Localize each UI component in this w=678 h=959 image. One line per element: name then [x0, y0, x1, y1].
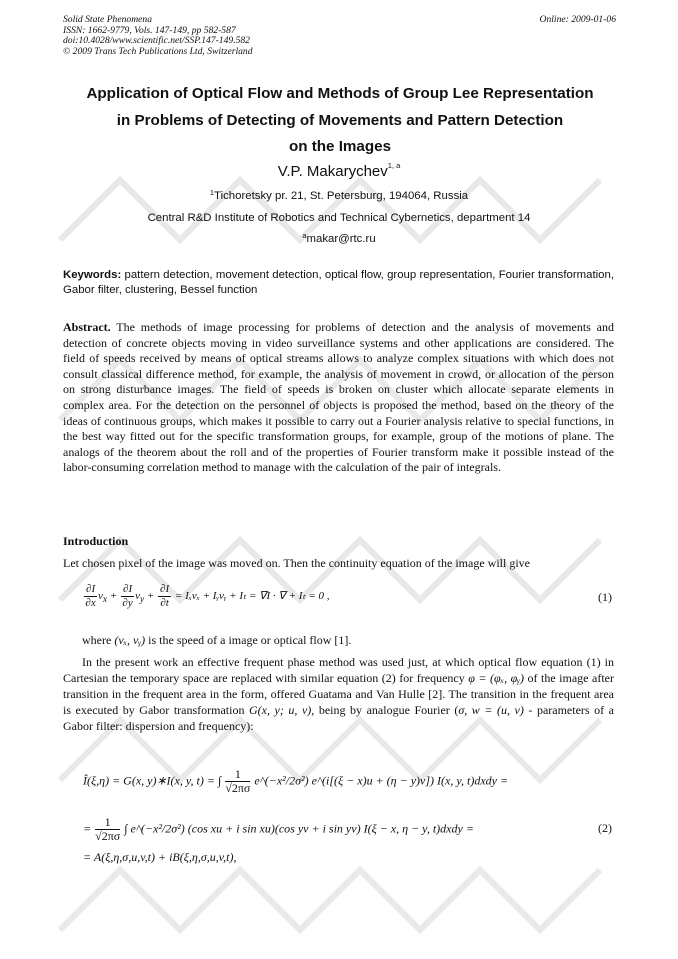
email-link[interactable]: makar@rtc.ru — [306, 233, 376, 245]
section-heading-introduction: Introduction — [63, 534, 129, 548]
title-line-3: on the Images — [288, 138, 392, 155]
p3-text-a: In the present work an effective frequent phase method was used just, at which optical flow equation (1) in Cartesian the temporary space are replaced with similar equation (2) for frequency — [63, 655, 614, 685]
issn-line: ISSN: 1662-9779, Vols. 147-149, pp 582-587 — [63, 24, 236, 36]
keywords — [63, 268, 614, 297]
equation-2-number: (2) — [598, 821, 612, 835]
equation-1: $\frac{\partial I}{\partial x}$ $v_x$ + $\frac{\partial I}{\partial y}$ $v_y$ + $\frac{\partial I}{\partial t}$ = Iₓvₓ + Iᵧvᵧ + Iₜ = ∇I · ∇ + Iₜ = 0 , — [85, 583, 330, 609]
p3-gabor-symbol: G(x, y; u, v) — [249, 703, 312, 717]
author-line — [0, 163, 678, 180]
title-line-1: Application of Optical Flow and Methods of Group Lee Representation — [86, 85, 594, 102]
eq2-line1-lhs: Î(ξ,η) = G(x, y)∗I(x, y, t) = ∫ — [83, 773, 222, 788]
aff1-sup: 1 — [209, 188, 215, 197]
p2-text-a: where — [82, 633, 115, 647]
eq2-line1-rhs: e^(−x²/2σ²) e^(i[(ξ − x)u + (η − y)v]) I(x, y, t)dxdy = — [254, 773, 509, 788]
aff1-text: Tichoretsky pr. 21, St. Petersburg, 194064, Russia — [214, 190, 469, 202]
doi-line[interactable]: doi:10.4028/www.scientific.net/SSP.147-149.582 — [63, 35, 250, 47]
equation-2-line-3: = A(ξ,η,σ,u,v,t) + iB(ξ,η,σ,u,v,t), — [83, 850, 237, 864]
p3-text-d: - parameters of a Gabor filter: dispersion and frequency): — [63, 703, 614, 733]
intro-paragraph-2 — [82, 632, 614, 648]
abstract-text: The methods of image processing for problems of detection and the analysis of movements and detection of concrete objects moving in video surveillance systems and other applications are considered. The field of speeds received by means of optical streams allows to analyze complex situations with which does not consult classical difference method, for example, the analysis of movement in crowd, or allocation of the person on strong disturbance images. The field of speeds is broken on cluster which allocate separate elements in complex area. For the detection on the personnel of objects is proposed the method, based on the theory of the ideas of continuous groups, which makes it possible to carry out a Fourier analysis relative to special functions, in the best way fitted out for the specific transformation groups, for example, group of the motions of plane. The analogs of the theorem about the roll and of the properties of Fourier transform make it possible instead of the labor-consuming correlation method to manage with the calculation of the pair of integrals. — [63, 320, 614, 475]
title-line-2: in Problems of Detecting of Movements and Pattern Detection — [116, 111, 564, 129]
p3-text-c: , being by analogue Fourier ( — [311, 703, 459, 717]
equation-2-line-2: = $\frac{1}{√2\pi\sigma}$ ∫ e^(−x²/2σ²) (cos xu + i sin xu)(cos yv + i sin yv) I(ξ − x, η − y, t)dxdy = — [83, 815, 474, 843]
keywords-label: Keywords: — [63, 269, 122, 281]
author-sup: 1, a — [387, 161, 401, 170]
p3-params-symbol: σ, w = (u, v) — [458, 703, 524, 717]
keywords-text: pattern detection, movement detection, optical flow, group representation, Fourier transformation, Gabor filter, clustering, Bessel function — [63, 269, 614, 296]
equation-1-rhs: = Iₓvₓ + Iᵧvᵧ + Iₜ = ∇I · ∇ + Iₜ = 0 , — [174, 590, 330, 603]
abstract-label: Abstract. — [63, 320, 111, 334]
p3-phi-symbol: φ = (φₓ, φᵧ) — [468, 671, 524, 685]
copyright-line: © 2009 Trans Tech Publications Ltd, Switzerland — [63, 45, 253, 57]
author-name: V.P. Makarychev — [277, 163, 388, 180]
eq2-line2-body: ∫ e^(−x²/2σ²) (cos xu + i sin xu)(cos yv + i sin yv) I(ξ − x, η − y, t)dxdy = — [124, 821, 474, 836]
affiliation-1 — [0, 190, 678, 202]
p2-text-b: is the speed of a image or optical flow [1]. — [145, 633, 352, 647]
p3-text-b: of the image after transition in the frequent area in the form, offered Guatama and Van Hulle [2]. The transition in the frequent area is executed by Gabor transformation — [63, 671, 614, 717]
paper-title — [40, 81, 640, 161]
journal-header — [63, 15, 253, 57]
affiliation-2: Central R&D Institute of Robotics and Technical Cybernetics, department 14 — [147, 212, 531, 224]
abstract — [63, 320, 614, 476]
p2-speed-symbol: (vₓ, vᵧ) — [114, 633, 146, 647]
intro-paragraph-3 — [63, 654, 614, 734]
equation-2-line-1: Î(ξ,η) = G(x, y)∗I(x, y, t) = ∫ $\frac{1}{√2\pi\sigma}$ e^(−x²/2σ²) e^(i[(ξ − x)u + (η − y)v]) I(x, y, t)dxdy = — [83, 767, 509, 795]
email-sup: a — [302, 231, 307, 240]
equation-1-number: (1) — [598, 590, 612, 604]
email-line — [0, 233, 678, 245]
online-date: Online: 2009-01-06 — [539, 14, 616, 25]
intro-paragraph-1: Let chosen pixel of the image was moved on. Then the continuity equation of the image will give — [63, 556, 530, 570]
journal-name: Solid State Phenomena — [63, 14, 152, 25]
